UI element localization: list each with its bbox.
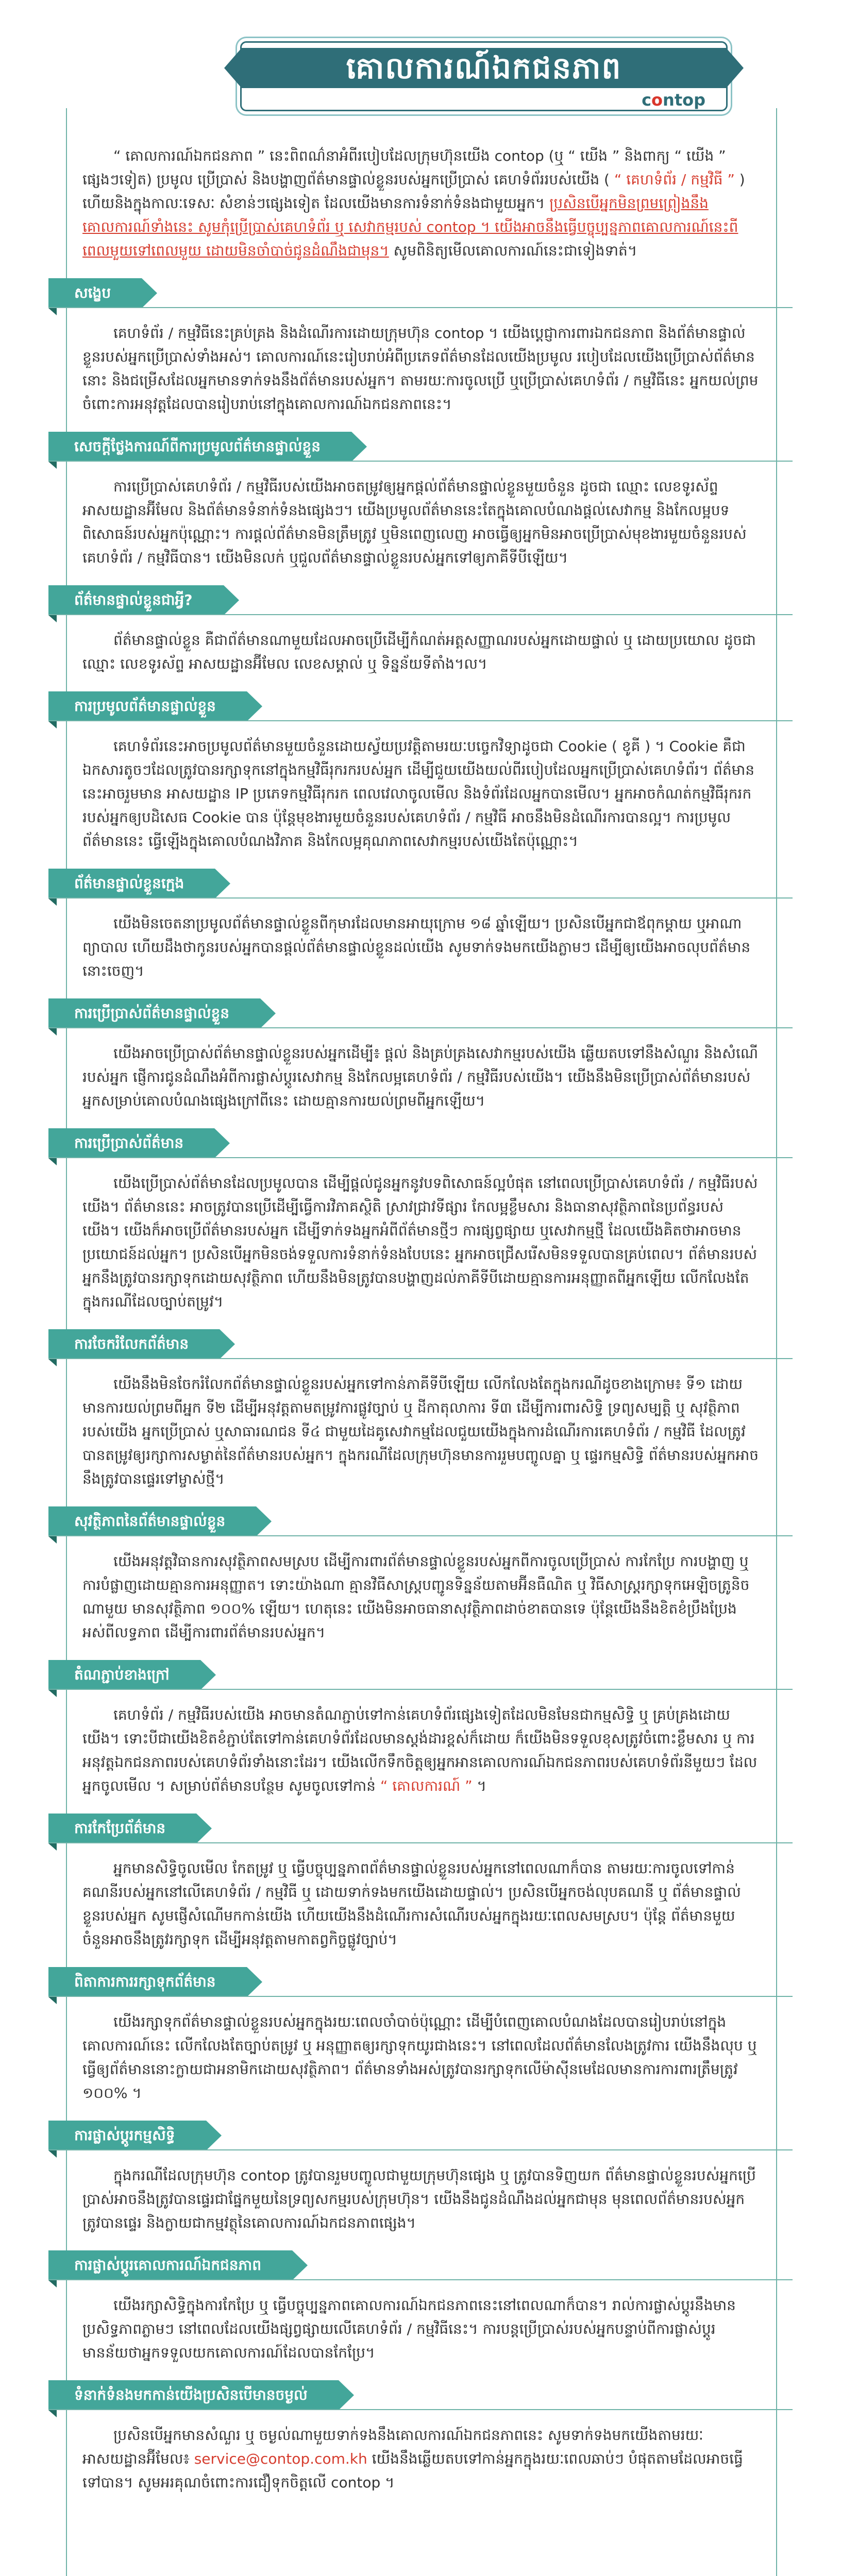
section [74,585,759,676]
content [62,144,779,2495]
section-heading: ការចែករំលែកព័ត៌មាន [48,1329,220,1359]
section-body-text: អ្នកមានសិទ្ធិចូលមើល កែតម្រូវ ឬ ធ្វើបច្ចុប្បន្នភាពព័ត៌មានផ្ទាល់ខ្លួនរបស់អ្នកនៅពេលណាក៏បាន តាមរយៈការចូលទៅកាន់គណនីរបស់អ្នកនៅលើគេហទំព័រ / កម្មវិធី ឬ ដោយទាក់ទងមកយើងដោយផ្ទាល់។ ប្រសិនបើអ្នកចង់លុបគណនី ឬ ព័ត៌មានផ្ទាល់ខ្លួនរបស់អ្នក សូមផ្ញើសំណើមកកាន់យើង ហើយយើងនឹងដំណើរការសំណើរបស់អ្នកក្នុងរយៈពេលសមស្រប។ ប៉ុន្តែ ព័ត៌មានមួយចំនួនអាចនឹងត្រូវរក្សាទុក ដើម្បីអនុវត្តតាមកាតព្វកិច្ចផ្លូវច្បាប់។ [82,1860,741,1948]
page-title: គោលការណ៍ឯកជនភាព [242,48,726,88]
section-header [48,998,759,1028]
section-heading: ការប្រមូលព័ត៌មានផ្ទាល់ខ្លួន [48,691,247,721]
section-heading: ការផ្លាស់ប្តូរកម្មសិទ្ធិ [48,2121,206,2150]
section-heading: ព័ត៌មានផ្ទាល់ខ្លួនក្មេង [48,869,215,899]
title-box [240,41,728,111]
section-divider [48,2279,793,2280]
sections-container [74,278,759,2495]
section-divider [48,1157,793,1158]
section-body-text: គេហទំព័រ / កម្មវិធីនេះគ្រប់គ្រង និងដំណើរការដោយក្រុមហ៊ុន contop ។ យើងប្តេជ្ញាការពារឯកជនភាព និងព័ត៌មានផ្ទាល់ខ្លួនរបស់អ្នកប្រើប្រាស់ទាំងអស់។ គោលការណ៍នេះរៀបរាប់អំពីប្រភេទព័ត៌មានដែលយើងប្រមូល របៀបដែលយើងប្រើប្រាស់ព័ត៌មាននោះ និងជម្រើសដែលអ្នកមានទាក់ទងនឹងព័ត៌មានរបស់អ្នក។ តាមរយៈការចូលប្រើ ឬប្រើប្រាស់គេហទំព័រ / កម្មវិធីនេះ អ្នកយល់ព្រមចំពោះការអនុវត្តដែលបានរៀបរាប់នៅក្នុងគោលការណ៍ឯកជនភាពនេះ។ [82,325,759,413]
section-body [82,2294,759,2365]
section-body [82,2424,759,2495]
section-body-text: យើងរក្សាទុកព័ត៌មានផ្ទាល់ខ្លួនរបស់អ្នកក្នុងរយៈពេលចាំបាច់ប៉ុណ្ណោះ ដើម្បីបំពេញគោលបំណងដែលបានរៀបរាប់នៅក្នុងគោលការណ៍នេះ លើកលែងតែច្បាប់តម្រូវ ឬ អនុញ្ញាតឲ្យរក្សាទុកយូរជាងនេះ។ នៅពេលដែលព័ត៌មានលែងត្រូវការ យើងនឹងលុប ឬ ធ្វើឲ្យព័ត៌មាននោះក្លាយជាអនាមិកដោយសុវត្ថិភាព។ ព័ត៌មានទាំងអស់ត្រូវបានរក្សាទុកលើម៉ាស៊ីនមេដែលមានការការពារត្រឹមត្រូវ ១០០% ។ [82,2013,757,2102]
logo-prefix: c [642,90,652,110]
section-heading: ព័ត៌មានផ្ទាល់ខ្លួនជាអ្វី? [48,585,224,615]
section-header [48,1967,759,1997]
section [74,998,759,1113]
logo-o: o [651,90,663,110]
section-body-text: ក្នុងករណីដែលក្រុមហ៊ុន contop ត្រូវបានរួមបញ្ចូលជាមួយក្រុមហ៊ុនផ្សេង ឬ ត្រូវបានទិញយក ព័ត៌មានផ្ទាល់ខ្លួនរបស់អ្នកប្រើប្រាស់អាចនឹងត្រូវបានផ្ទេរជាផ្នែកមួយនៃទ្រព្យសកម្មរបស់ក្រុមហ៊ុន។ យើងនឹងជូនដំណឹងដល់អ្នកជាមុន មុនពេលព័ត៌មានរបស់អ្នកត្រូវបានផ្ទេរ និងក្លាយជាកម្មវត្ថុនៃគោលការណ៍ឯកជនភាពផ្សេង។ [82,2167,756,2231]
section-divider [48,2409,793,2410]
section-body-text: ប្រសិនបើអ្នកមានសំណួរ ឬ ចម្ងល់ណាមួយទាក់ទងនឹងគោលការណ៍ឯកជនភាពនេះ សូមទាក់ទងមកយើងតាមរយៈអាសយដ្ឋានអ៊ីមែល៖ [82,2427,703,2467]
section-header [48,1660,759,1690]
section-body [82,1372,759,1491]
section [74,2121,759,2235]
section-heading: សេចក្តីថ្លែងការណ៍ពីការប្រមូលព័ត៌មានផ្ទាល់ខ្លួន [48,432,351,462]
section [74,1660,759,1798]
section-header [48,1506,759,1536]
section-header [48,432,759,462]
section-divider [48,461,793,462]
section-body-text: ការប្រើប្រាស់គេហទំព័រ / កម្មវិធីរបស់យើងអាចតម្រូវឲ្យអ្នកផ្តល់ព័ត៌មានផ្ទាល់ខ្លួនមួយចំនួន ដូចជា ឈ្មោះ លេខទូរស័ព្ទ អាសយដ្ឋានអ៊ីមែល និងព័ត៌មានទំនាក់ទំនងផ្សេងៗ។ យើងប្រមូលព័ត៌មាននេះតែក្នុងគោលបំណងផ្តល់សេវាកម្ម និងកែលម្អបទពិសោធន៍របស់អ្នកប៉ុណ្ណោះ។ ការផ្តល់ព័ត៌មានមិនត្រឹមត្រូវ ឬមិនពេញលេញ អាចធ្វើឲ្យអ្នកមិនអាចប្រើប្រាស់មុខងារមួយចំនួនរបស់គេហទំព័រ / កម្មវិធីបាន។ យើងមិនលក់ ឬជួលព័ត៌មានផ្ទាល់ខ្លួនរបស់អ្នកទៅឲ្យភាគីទីបីឡើយ។ [82,478,747,566]
section-body-text: យើងនឹងមិនចែករំលែកព័ត៌មានផ្ទាល់ខ្លួនរបស់អ្នកទៅកាន់ភាគីទីបីឡើយ លើកលែងតែក្នុងករណីដូចខាងក្រោម៖ ទី១ ដោយមានការយល់ព្រមពីអ្នក ទី២ ដើម្បីអនុវត្តតាមតម្រូវការផ្លូវច្បាប់ ឬ ដីកាតុលាការ ទី៣ ដើម្បីការពារសិទ្ធិ ទ្រព្យសម្បត្តិ ឬ សុវត្ថិភាពរបស់យើង អ្នកប្រើប្រាស់ ឬសាធារណជន ទី៤ ជាមួយដៃគូសេវាកម្មដែលជួយយើងក្នុងការដំណើរការគេហទំព័រ / កម្មវិធី ដែលត្រូវបានតម្រូវឲ្យរក្សាការសម្ងាត់នៃព័ត៌មានរបស់អ្នក។ ក្នុងករណីដែលក្រុមហ៊ុនមានការរួមបញ្ចូលគ្នា ឬ ផ្ទេរកម្មសិទ្ធិ ព័ត៌មានរបស់អ្នកអាចនឹងត្រូវបានផ្ទេរទៅម្ចាស់ថ្មី។ [82,1376,759,1487]
section-header [48,278,759,308]
section-body [82,1042,759,1113]
section-divider [48,1535,793,1536]
section-divider [48,1842,793,1843]
intro-warning: ប្រសិនបើអ្នកមិនព្រមព្រៀងនឹងគោលការណ៍ទាំងនេះ សូមកុំប្រើប្រាស់គេហទំព័រ ឬ សេវាកម្មរបស់ contop ។ យើងអាចនឹងធ្វើបច្ចុប្បន្នភាពគោលការណ៍នេះពីពេលមួយទៅពេលមួយ ដោយមិនចាំបាច់ជូនដំណឹងជាមុន។ [82,195,738,259]
section-header [48,2380,759,2410]
section-body-text: យើងអនុវត្តវិធានការសុវត្ថិភាពសមស្រប ដើម្បីការពារព័ត៌មានផ្ទាល់ខ្លួនរបស់អ្នកពីការចូលប្រើប្រាស់ ការកែប្រែ ការបង្ហាញ ឬការបំផ្លាញដោយគ្មានការអនុញ្ញាត។ ទោះយ៉ាងណា គ្មានវិធីសាស្ត្របញ្ជូនទិន្នន័យតាមអ៊ីនធឺណិត ឬ វិធីសាស្ត្ររក្សាទុកអេឡិចត្រូនិចណាមួយ មានសុវត្ថិភាព ១០០% ឡើយ។ ហេតុនេះ យើងមិនអាចធានាសុវត្ថិភាពដាច់ខាតបានទេ ប៉ុន្តែយើងនឹងខិតខំប្រឹងប្រែងអស់ពីលទ្ធភាព ដើម្បីការពារព័ត៌មានរបស់អ្នក។ [82,1553,750,1641]
section [74,432,759,570]
section-header [48,1128,759,1158]
section-body-text: យើងរក្សាសិទ្ធិក្នុងការកែប្រែ ឬ ធ្វើបច្ចុប្បន្នភាពគោលការណ៍ឯកជនភាពនេះនៅពេលណាក៏បាន។ រាល់ការផ្លាស់ប្តូរនឹងមានប្រសិទ្ធភាពភ្លាមៗ នៅពេលដែលយើងផ្សព្វផ្សាយលើគេហទំព័រ / កម្មវិធីនេះ។ ការបន្តប្រើប្រាស់របស់អ្នកបន្ទាប់ពីការផ្លាស់ប្តូរ មានន័យថាអ្នកទទួលយកគោលការណ៍ដែលបានកែប្រែ។ [82,2297,736,2361]
section-heading: តំណភ្ជាប់ខាងក្រៅ [48,1660,200,1690]
section [74,278,759,416]
section-body-text: យើងមិនចេតនាប្រមូលព័ត៌មានផ្ទាល់ខ្លួនពីកុមារដែលមានអាយុក្រោម ១៨ ឆ្នាំឡើយ។ ប្រសិនបើអ្នកជាឪពុកម្តាយ ឬអាណាព្យាបាល ហើយដឹងថាកូនរបស់អ្នកបានផ្តល់ព័ត៌មានផ្ទាល់ខ្លួនដល់យើង សូមទាក់ទងមកយើងភ្លាមៗ ដើម្បីឲ្យយើងអាចលុបព័ត៌មាននោះចេញ។ [82,915,751,979]
intro-text-2: ) ហើយនិងក្នុងកាលៈទេសៈ សំខាន់ៗផ្សេងទៀត ដែលយើងមានការទំនាក់ទំនងជាមួយអ្នក។ [82,171,745,212]
intro-paragraph [82,144,759,263]
section-body-text: គេហទំព័រនេះអាចប្រមូលព័ត៌មានមួយចំនួនដោយស្វ័យប្រវត្តិតាមរយៈបច្ចេកវិទ្យាដូចជា Cookie ( ខូគី ) ។ Cookie គឺជាឯកសារតូចៗដែលត្រូវបានរក្សាទុកនៅក្នុងកម្មវិធីរុករករបស់អ្នក ដើម្បីជួយយើងយល់ពីរបៀបដែលអ្នកប្រើប្រាស់គេហទំព័រ។ ព័ត៌មាននេះអាចរួមមាន អាសយដ្ឋាន IP ប្រភេទកម្មវិធីរុករក ពេលវេលាចូលមើល និងទំព័រដែលអ្នកបានមើល។ អ្នកអាចកំណត់កម្មវិធីរុករករបស់អ្នកឲ្យបដិសេធ Cookie បាន ប៉ុន្តែមុខងារមួយចំនួនរបស់គេហទំព័រ / កម្មវិធី អាចនឹងមិនដំណើរការបានល្អ។ ការប្រមូលព័ត៌មាននេះ ធ្វើឡើងក្នុងគោលបំណងវិភាគ និងកែលម្អគុណភាពសេវាកម្មរបស់យើងតែប៉ុណ្ណោះ។ [82,738,755,850]
section-header [48,1329,759,1359]
section-divider [48,614,793,615]
section-heading: ការប្រើប្រាស់ព័ត៌មាន [48,1128,214,1158]
section [74,869,759,983]
section-header [48,691,759,721]
section-heading: ការកែប្រែព័ត៌មាន [48,1814,196,1843]
section [74,1329,759,1491]
section-divider [48,1358,793,1359]
section-heading: ទំនាក់ទំនងមកកាន់យើងប្រសិនបើមានចម្ងល់ [48,2380,339,2410]
section [74,691,759,853]
section [74,2250,759,2365]
section-heading: ការប្រើប្រាស់ព័ត៌មានផ្ទាល់ខ្លួន [48,998,260,1028]
section-body [82,735,759,853]
section [74,1814,759,1952]
section-header [48,585,759,615]
section [74,1967,759,2105]
section-divider [48,897,793,899]
section-body [82,1857,759,1952]
section-body-text: យើងប្រើប្រាស់ព័ត៌មានដែលប្រមូលបាន ដើម្បីផ្តល់ជូនអ្នកនូវបទពិសោធន៍ល្អបំផុត នៅពេលប្រើប្រាស់គេហទំព័រ / កម្មវិធីរបស់យើង។ ព័ត៌មាននេះ អាចត្រូវបានប្រើដើម្បីធ្វើការវិភាគស្ថិតិ ស្រាវជ្រាវទីផ្សារ កែលម្អខ្លឹមសារ និងធានាសុវត្ថិភាពនៃប្រព័ន្ធរបស់យើង។ យើងក៏អាចប្រើព័ត៌មានរបស់អ្នក ដើម្បីទាក់ទងអ្នកអំពីព័ត៌មានថ្មីៗ ការផ្សព្វផ្សាយ ឬសេវាកម្មថ្មី ដែលយើងគិតថាអាចមានប្រយោជន៍ដល់អ្នក។ ប្រសិនបើអ្នកមិនចង់ទទួលការទំនាក់ទំនងបែបនេះ អ្នកអាចជ្រើសរើសមិនទទួលបានគ្រប់ពេល។ ព័ត៌មានរបស់អ្នកនឹងត្រូវបានរក្សាទុកដោយសុវត្ថិភាព ហើយនឹងមិនត្រូវបានបង្ហាញដល់ភាគីទីបីដោយគ្មានការអនុញ្ញាតពីអ្នកឡើយ លើកលែងតែក្នុងករណីដែលច្បាប់តម្រូវ។ [82,1175,758,1310]
section-body [82,912,759,983]
header [62,21,779,144]
section-body-text: ព័ត៌មានផ្ទាល់ខ្លួន គឺជាព័ត៌មានណាមួយដែលអាចប្រើដើម្បីកំណត់អត្តសញ្ញាណរបស់អ្នកដោយផ្ទាល់ ឬ ដោយប្រយោល ដូចជា ឈ្មោះ លេខទូរស័ព្ទ អាសយដ្ឋានអ៊ីមែល លេខសម្គាល់ ឬ ទិន្នន័យទីតាំង។ល។ [82,632,756,672]
section-divider [48,1027,793,1028]
intro-text-3: សូមពិនិត្យមើលគោលការណ៍នេះជាទៀងទាត់។ [389,242,637,259]
section-body [82,2010,759,2105]
section-divider [48,720,793,721]
section-body [82,2164,759,2235]
section-tail-text: ។ [472,1777,486,1794]
section-body [82,321,759,416]
section-body [82,1550,759,1645]
intro-highlight-1: “ គេហទំព័រ / កម្មវិធី ” [614,171,735,188]
section-heading: សង្ខេប [48,278,142,308]
logo-suffix: ntop [663,90,705,110]
section [74,1506,759,1645]
section-body-text: យើងអាចប្រើប្រាស់ព័ត៌មានផ្ទាល់ខ្លួនរបស់អ្នកដើម្បី៖ ផ្តល់ និងគ្រប់គ្រងសេវាកម្មរបស់យើង ឆ្លើយតបទៅនឹងសំណួរ និងសំណើរបស់អ្នក ផ្ញើការជូនដំណឹងអំពីការផ្លាស់ប្តូរសេវាកម្ម និងកែលម្អគេហទំព័រ / កម្មវិធីរបស់យើង។ យើងនឹងមិនប្រើប្រាស់ព័ត៌មានរបស់អ្នកសម្រាប់គោលបំណងផ្សេងក្រៅពីនេះ ដោយគ្មានការយល់ព្រមពីអ្នកឡើយ។ [82,1045,759,1109]
section [74,1128,759,1314]
section-header [48,2250,759,2280]
section-header [48,1814,759,1843]
section-highlight: service@contop.com.kh [194,2450,367,2467]
section-header [48,2121,759,2150]
section-divider [48,307,793,308]
section-body-text: គេហទំព័រ / កម្មវិធីរបស់យើង អាចមានតំណភ្ជាប់ទៅកាន់គេហទំព័រផ្សេងទៀតដែលមិនមែនជាកម្មសិទ្ធិ ឬ គ្រប់គ្រងដោយយើង។ ទោះបីជាយើងខិតខំភ្ជាប់តែទៅកាន់គេហទំព័រដែលមានស្តង់ដារខ្ពស់ក៏ដោយ ក៏យើងមិនទទួលខុសត្រូវចំពោះខ្លឹមសារ ឬ ការអនុវត្តឯកជនភាពរបស់គេហទំព័រទាំងនោះដែរ។ យើងលើកទឹកចិត្តឲ្យអ្នកអានគោលការណ៍ឯកជនភាពរបស់គេហទំព័រនីមួយៗ ដែលអ្នកចូលមើល ។ សម្រាប់ព័ត៌មានបន្ថែម សូមចូលទៅកាន់ [82,1706,758,1794]
contop-logo [642,90,705,110]
section-body [82,1703,759,1798]
section-body [82,1172,759,1314]
intro-text-1: “ គោលការណ៍ឯកជនភាព ” នេះពិពណ៌នាអំពីរបៀបដែលក្រុមហ៊ុនយើង contop (ឬ “ យើង ” និងពាក្យ “ យើង ” ផ្សេងៗទៀត) ប្រមូល ប្រើប្រាស់ និងបង្ហាញព័ត៌មានផ្ទាល់ខ្លួនរបស់អ្នកប្រើប្រាស់ គេហទំព័ររបស់យើង ( [82,147,726,188]
section-divider [48,1996,793,1997]
section-heading: ពិតាការការរក្សាទុកព័ត៌មាន [48,1967,247,1997]
section-heading: សុវត្ថិភាពនៃព័ត៌មានផ្ទាល់ខ្លួន [48,1506,256,1536]
section-header [48,869,759,899]
section-body [82,475,759,570]
section-divider [48,2149,793,2150]
section-heading: ការផ្លាស់ប្តូរគោលការណ៍ឯកជនភាព [48,2250,292,2280]
section-divider [48,1689,793,1690]
section-highlight: “ គោលការណ៍ ” [380,1777,473,1794]
section-body [82,629,759,676]
section-tail-text: យើងនឹងឆ្លើយតបទៅកាន់អ្នកក្នុងរយៈពេលឆាប់ៗ បំផុតតាមដែលអាចធ្វើទៅបាន។ សូមអរគុណចំពោះការជឿទុកចិត្តលើ contop ។ [82,2450,743,2491]
section [74,2380,759,2495]
